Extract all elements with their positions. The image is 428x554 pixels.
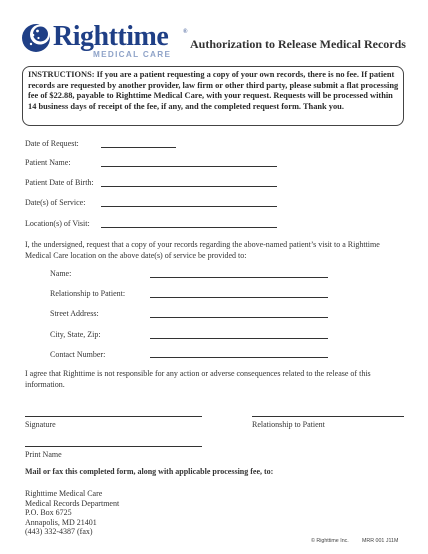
mailing-address <box>25 489 119 537</box>
recipient-street-label: Street Address: <box>50 309 99 318</box>
address-line: Medical Records Department <box>25 498 120 508</box>
recipient-relationship-label: Relationship to Patient: <box>50 289 126 298</box>
patient-name-label: Patient Name: <box>25 158 71 167</box>
request-paragraph: I, the undersigned, request that a copy of your records regarding the above-named patient’s visit to a Righttime Medical Care location on the above date(s) of service be provided to: <box>25 240 380 260</box>
print-name-label: Print Name <box>25 450 62 459</box>
dates-of-service-field[interactable] <box>101 206 277 207</box>
address-line: P.O. Box 6725 <box>25 508 72 518</box>
recipient-city-label: City, State, Zip: <box>50 330 101 339</box>
signature-label: Signature <box>25 420 56 429</box>
recipient-city-field[interactable] <box>150 338 328 339</box>
mail-instruction: Mail or fax this completed form, along with applicable processing fee, to: <box>25 467 274 476</box>
recipient-relationship-field[interactable] <box>150 297 328 298</box>
signature-field[interactable] <box>25 416 202 417</box>
locations-label: Location(s) of Visit: <box>25 219 90 228</box>
recipient-contact-label: Contact Number: <box>50 350 106 359</box>
print-name-field[interactable] <box>25 446 202 447</box>
page-title: Authorization to Release Medical Records <box>190 37 406 51</box>
recipient-contact-field[interactable] <box>150 357 328 358</box>
patient-name-field[interactable] <box>101 166 277 167</box>
address-line: Righttime Medical Care <box>25 489 103 498</box>
logo-wordmark: Righttime <box>53 21 169 52</box>
relationship-signature-field[interactable] <box>252 416 404 417</box>
logo-subtitle: MEDICAL CARE <box>93 50 172 59</box>
address-line: Annapolis, MD 21401 <box>25 517 97 527</box>
footer-form-code: MRR 001 J11M <box>362 538 399 544</box>
dates-of-service-label: Date(s) of Service: <box>25 198 86 207</box>
date-of-request-field[interactable] <box>101 147 176 148</box>
logo-trademark: ® <box>183 29 188 35</box>
footer-copyright: © Righttime Inc. <box>311 538 349 544</box>
patient-dob-label: Patient Date of Birth: <box>25 178 94 187</box>
instructions-text: INSTRUCTIONS: If you are a patient requesting a copy of your own records, there is no fee. If patient records are requested by another provider, law firm or other third party, please submit a flat processing fee of $22.88, payable to Righttime Medical Care, with your request. Requests will be processed within 14 business days of receipt of the fee, if any, and the completed request form. Thank you. <box>28 70 399 111</box>
recipient-name-field[interactable] <box>150 277 328 278</box>
patient-dob-field[interactable] <box>101 186 277 187</box>
relationship-signature-label: Relationship to Patient <box>252 420 325 429</box>
righttime-logo-icon <box>21 22 51 54</box>
address-line: (443) 332-4387 (fax) <box>25 527 93 537</box>
date-of-request-label: Date of Request: <box>25 139 79 148</box>
recipient-name-label: Name: <box>50 269 72 278</box>
locations-field[interactable] <box>101 227 277 228</box>
recipient-street-field[interactable] <box>150 317 328 318</box>
agreement-paragraph: I agree that Righttime is not responsible for any action or adverse consequences related to the release of this information. <box>25 369 371 389</box>
